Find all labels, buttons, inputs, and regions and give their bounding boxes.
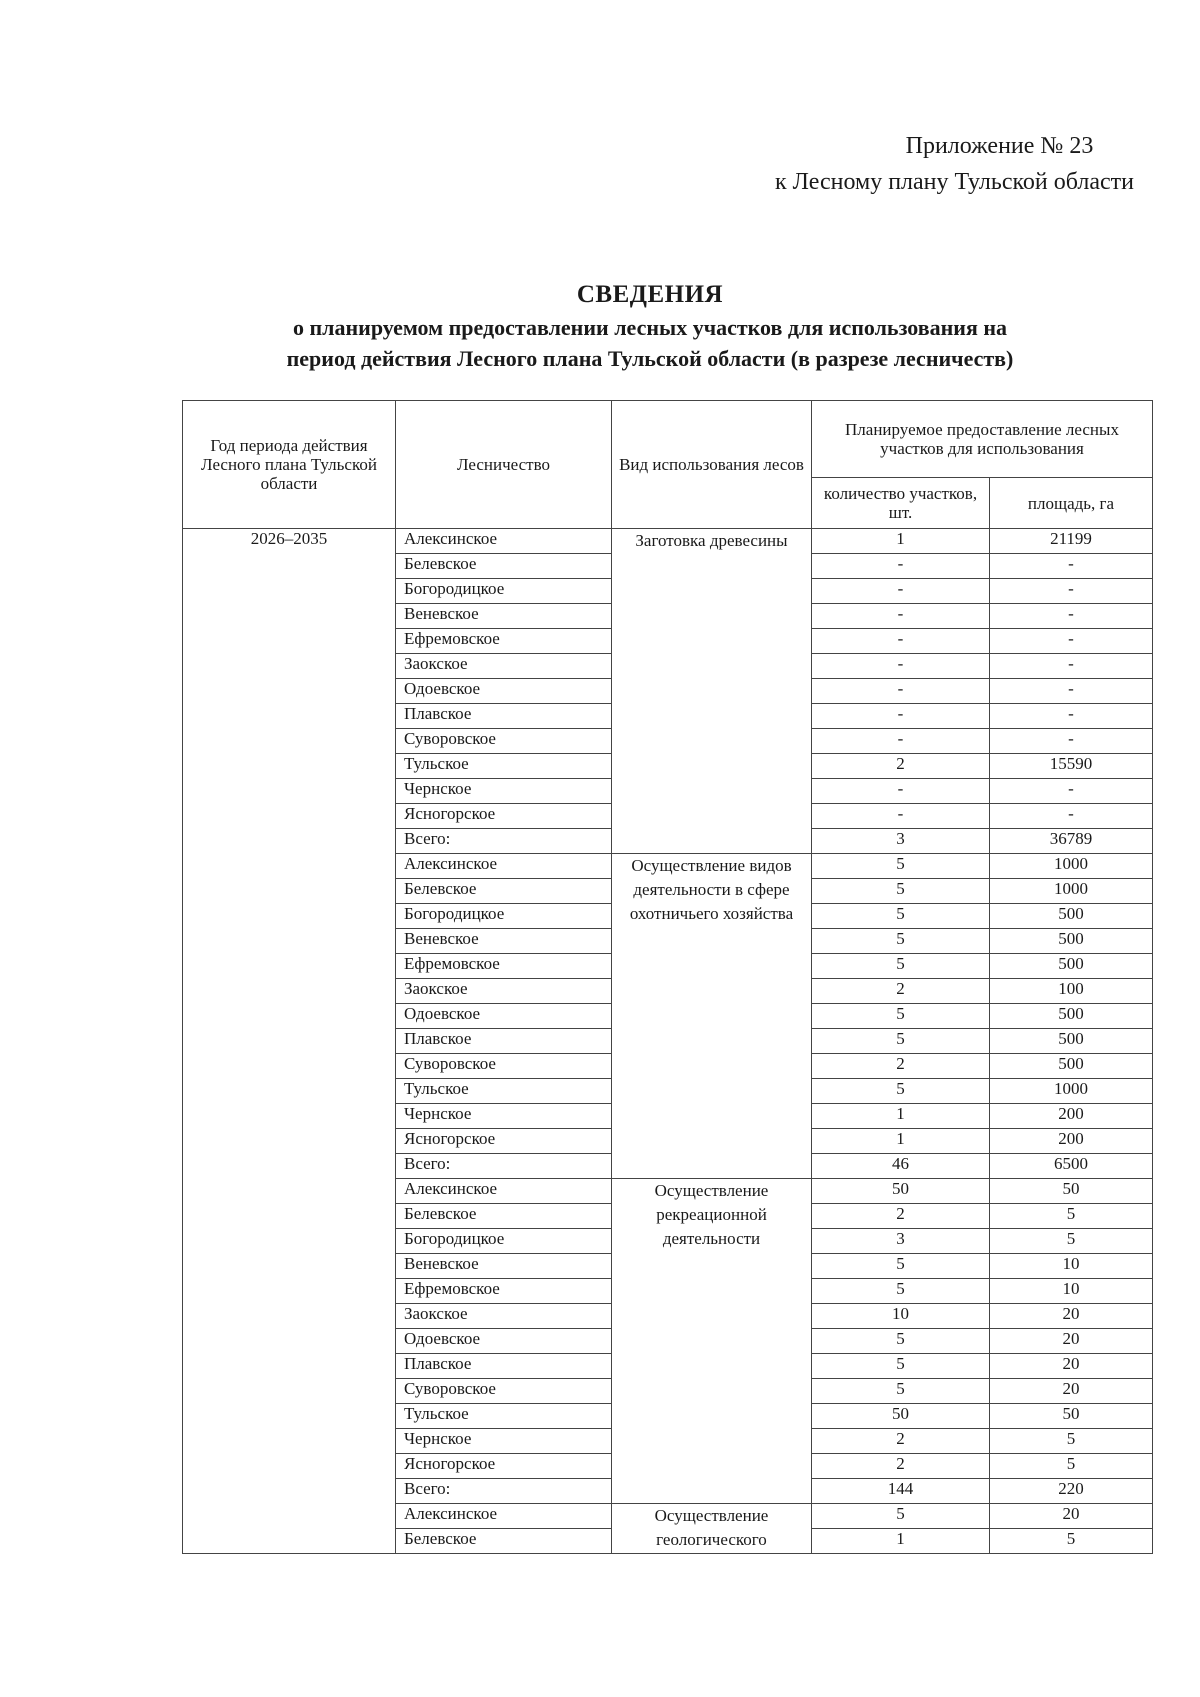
forestry-name: Тульское xyxy=(396,1404,612,1429)
plot-count: 50 xyxy=(812,1179,990,1204)
forestry-name: Ясногорское xyxy=(396,1454,612,1479)
forestry-name: Всего: xyxy=(396,829,612,854)
plot-count: 144 xyxy=(812,1479,990,1504)
forestry-name: Алексинское xyxy=(396,1179,612,1204)
plot-count: 2 xyxy=(812,1429,990,1454)
plot-area: 20 xyxy=(990,1329,1153,1354)
plot-area: 6500 xyxy=(990,1154,1153,1179)
plot-area: - xyxy=(990,554,1153,579)
plot-area: 5 xyxy=(990,1529,1153,1554)
plot-count: - xyxy=(812,579,990,604)
plot-count: - xyxy=(812,804,990,829)
plot-count: 5 xyxy=(812,1279,990,1304)
plot-area: 50 xyxy=(990,1404,1153,1429)
plot-area: 200 xyxy=(990,1104,1153,1129)
plot-area: 1000 xyxy=(990,854,1153,879)
forestry-name: Богородицкое xyxy=(396,579,612,604)
forestry-name: Заокское xyxy=(396,654,612,679)
forestry-name: Белевское xyxy=(396,1204,612,1229)
plot-area: - xyxy=(990,779,1153,804)
forestry-name: Ясногорское xyxy=(396,804,612,829)
forestry-name: Богородицкое xyxy=(396,904,612,929)
forestry-name: Ефремовское xyxy=(396,954,612,979)
forestry-name: Тульское xyxy=(396,1079,612,1104)
plot-area: - xyxy=(990,654,1153,679)
header-kind: Вид использования лесов xyxy=(612,401,812,529)
forestry-name: Алексинское xyxy=(396,854,612,879)
forestry-name: Суворовское xyxy=(396,729,612,754)
plot-area: 5 xyxy=(990,1229,1153,1254)
forestry-name: Алексинское xyxy=(396,529,612,554)
plot-count: 3 xyxy=(812,829,990,854)
forestry-name: Чернское xyxy=(396,1104,612,1129)
plot-count: 5 xyxy=(812,1254,990,1279)
forestry-name: Ефремовское xyxy=(396,1279,612,1304)
header-count: количество участков, шт. xyxy=(812,478,990,529)
appendix-header xyxy=(775,128,1134,200)
plot-count: - xyxy=(812,729,990,754)
forestry-name: Веневское xyxy=(396,1254,612,1279)
plot-area: 220 xyxy=(990,1479,1153,1504)
plot-count: 5 xyxy=(812,854,990,879)
forestry-name: Заокское xyxy=(396,1304,612,1329)
plot-area: 500 xyxy=(990,954,1153,979)
usage-kind: Осуществление рекреационной деятельности xyxy=(612,1179,812,1504)
forestry-name: Суворовское xyxy=(396,1054,612,1079)
plot-count: 5 xyxy=(812,879,990,904)
appendix-reference: к Лесному плану Тульской области xyxy=(774,169,1134,195)
forestry-name: Одоевское xyxy=(396,679,612,704)
plot-count: - xyxy=(812,654,990,679)
table-body xyxy=(183,529,1153,1554)
plot-count: - xyxy=(812,629,990,654)
plot-count: 2 xyxy=(812,1204,990,1229)
forestry-name: Ясногорское xyxy=(396,1129,612,1154)
plot-area: 500 xyxy=(990,904,1153,929)
plot-area: 20 xyxy=(990,1379,1153,1404)
plot-count: 1 xyxy=(812,1129,990,1154)
plot-count: 5 xyxy=(812,929,990,954)
plot-area: 5 xyxy=(990,1429,1153,1454)
plot-count: 2 xyxy=(812,979,990,1004)
appendix-number: Приложение № 23 xyxy=(905,133,1094,159)
plot-area: - xyxy=(990,804,1153,829)
forestry-name: Белевское xyxy=(396,879,612,904)
forestry-name: Веневское xyxy=(396,929,612,954)
period-year: 2026–2035 xyxy=(183,529,396,1554)
forestry-name: Белевское xyxy=(396,554,612,579)
plot-area: 21199 xyxy=(990,529,1153,554)
plot-count: 1 xyxy=(812,529,990,554)
plot-count: 2 xyxy=(812,1454,990,1479)
header-forestry: Лесничество xyxy=(396,401,612,529)
forestry-name: Ефремовское xyxy=(396,629,612,654)
usage-kind: Осуществление геологического xyxy=(612,1504,812,1554)
forestry-name: Плавское xyxy=(396,1029,612,1054)
plot-area: - xyxy=(990,704,1153,729)
title-line-1: о планируемом предоставлении лесных участков для использования на xyxy=(292,315,1008,340)
plot-count: - xyxy=(812,779,990,804)
title-line-2: период действия Лесного плана Тульской области (в разрезе лесничеств) xyxy=(286,346,1014,371)
forestry-name: Одоевское xyxy=(396,1329,612,1354)
plot-count: 10 xyxy=(812,1304,990,1329)
header-year: Год периода действия Лесного плана Тульской области xyxy=(183,401,396,529)
plot-count: 2 xyxy=(812,754,990,779)
usage-kind: Осуществление видов деятельности в сфере охотничьего хозяйства xyxy=(612,854,812,1179)
plot-area: 1000 xyxy=(990,1079,1153,1104)
plot-area: 5 xyxy=(990,1454,1153,1479)
plot-count: 5 xyxy=(812,1329,990,1354)
forestry-name: Чернское xyxy=(396,779,612,804)
header-planned: Планируемое предоставление лесных участков для использования xyxy=(812,401,1153,478)
document-title xyxy=(150,278,1150,374)
forestry-name: Веневское xyxy=(396,604,612,629)
plot-count: 5 xyxy=(812,1354,990,1379)
plot-area: 500 xyxy=(990,1054,1153,1079)
plot-area: 20 xyxy=(990,1304,1153,1329)
plot-area: - xyxy=(990,629,1153,654)
plot-count: 5 xyxy=(812,1504,990,1529)
plot-count: 5 xyxy=(812,954,990,979)
plot-count: 5 xyxy=(812,1004,990,1029)
plot-area: 10 xyxy=(990,1254,1153,1279)
plot-area: 500 xyxy=(990,1004,1153,1029)
header-area: площадь, га xyxy=(990,478,1153,529)
forestry-name: Чернское xyxy=(396,1429,612,1454)
plot-count: 46 xyxy=(812,1154,990,1179)
forestry-name: Всего: xyxy=(396,1479,612,1504)
forestry-name: Одоевское xyxy=(396,1004,612,1029)
plot-area: 500 xyxy=(990,929,1153,954)
plot-area: 36789 xyxy=(990,829,1153,854)
plot-count: 1 xyxy=(812,1529,990,1554)
plot-area: 1000 xyxy=(990,879,1153,904)
forestry-name: Суворовское xyxy=(396,1379,612,1404)
plot-count: 1 xyxy=(812,1104,990,1129)
plot-area: 10 xyxy=(990,1279,1153,1304)
plot-count: 50 xyxy=(812,1404,990,1429)
forestry-name: Алексинское xyxy=(396,1504,612,1529)
forestry-name: Всего: xyxy=(396,1154,612,1179)
plot-count: - xyxy=(812,604,990,629)
plot-count: - xyxy=(812,554,990,579)
plot-count: 5 xyxy=(812,1029,990,1054)
plot-count: - xyxy=(812,704,990,729)
plot-area: 5 xyxy=(990,1204,1153,1229)
table-row xyxy=(183,529,1153,554)
plot-area: 20 xyxy=(990,1504,1153,1529)
forestry-name: Богородицкое xyxy=(396,1229,612,1254)
plot-count: 3 xyxy=(812,1229,990,1254)
plot-area: 200 xyxy=(990,1129,1153,1154)
plot-area: 20 xyxy=(990,1354,1153,1379)
plot-count: 5 xyxy=(812,1079,990,1104)
plot-count: 5 xyxy=(812,1379,990,1404)
forestry-name: Белевское xyxy=(396,1529,612,1554)
plot-area: 100 xyxy=(990,979,1153,1004)
forestry-name: Плавское xyxy=(396,704,612,729)
plot-area: - xyxy=(990,604,1153,629)
forestry-name: Заокское xyxy=(396,979,612,1004)
title-main: СВЕДЕНИЯ xyxy=(576,281,724,308)
plot-area: 15590 xyxy=(990,754,1153,779)
plot-area: 50 xyxy=(990,1179,1153,1204)
plot-count: 2 xyxy=(812,1054,990,1079)
forestry-name: Плавское xyxy=(396,1354,612,1379)
usage-kind: Заготовка древесины xyxy=(612,529,812,854)
plot-area: - xyxy=(990,729,1153,754)
plot-count: - xyxy=(812,679,990,704)
plot-count: 5 xyxy=(812,904,990,929)
allocation-table xyxy=(182,400,1153,1554)
plot-area: 500 xyxy=(990,1029,1153,1054)
forestry-name: Тульское xyxy=(396,754,612,779)
plot-area: - xyxy=(990,679,1153,704)
plot-area: - xyxy=(990,579,1153,604)
